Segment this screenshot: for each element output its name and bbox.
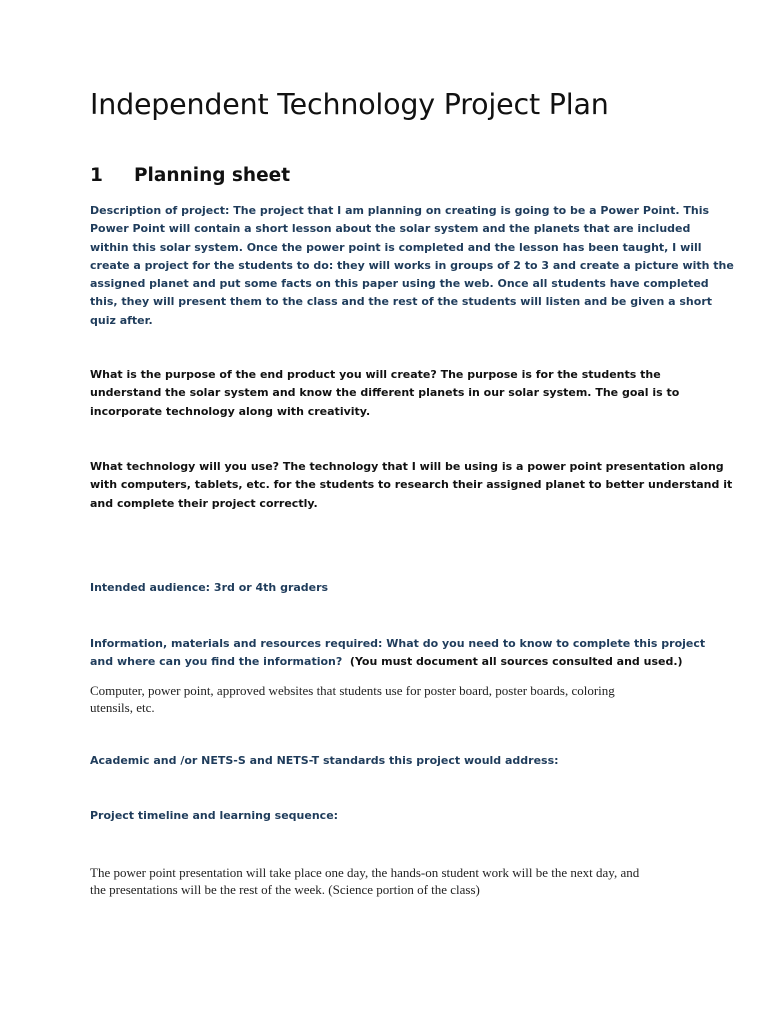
standards-text: Academic and /or NETS-S and NETS-T standards this project would address: [90, 754, 559, 767]
timeline-answer-line: The power point presentation will take place one day, the hands-on student work will be the next day, and [90, 865, 640, 880]
purpose-paragraph [90, 366, 690, 421]
resources-answer [90, 682, 690, 716]
purpose-line: incorporate technology along with creativity. [90, 404, 371, 418]
resources-answer-line: utensils, etc. [90, 700, 155, 715]
description-line: assigned planet and put some facts on this paper using the web. Once all students have completed [90, 277, 709, 291]
intended-audience [90, 579, 690, 597]
timeline-text: Project timeline and learning sequence: [90, 809, 339, 822]
description-line: this, they will present them to the class and the rest of the students will listen and be given a short [90, 295, 713, 309]
technology-line: with computers, tablets, etc. for the students to research their assigned planet to better understand it [90, 478, 733, 492]
description-line: Power Point will contain a short lesson about the solar system and the planets that are included [90, 222, 691, 236]
description-line: Description of project: The project that I am planning on creating is going to be a Power Point. This [90, 204, 710, 217]
technology-line: and complete their project correctly. [90, 496, 318, 510]
description-line: within this solar system. Once the power point is completed and the lesson has been taught, I will [90, 240, 702, 254]
timeline-answer [90, 864, 690, 898]
timeline-answer-line: the presentations will be the rest of the week. (Science portion of the class) [90, 882, 480, 897]
purpose-line: What is the purpose of the end product you will create? The purpose is for the students the [90, 368, 661, 381]
document-title: Independent Technology Project Plan [90, 88, 609, 121]
technology-line: What technology will you use? The technology that I will be using is a power point presentation along [90, 460, 724, 473]
resources-answer-line: Computer, power point, approved websites that students use for poster board, poster boards, coloring [90, 683, 615, 698]
project-description [90, 202, 734, 330]
section-heading: Planning sheet [134, 165, 291, 186]
resources-instruction: (You must document all sources consulted and used.) [349, 655, 683, 669]
resources-heading [90, 635, 706, 672]
timeline-heading [90, 807, 690, 825]
audience-text: Intended audience: 3rd or 4th graders [90, 581, 329, 594]
technology-paragraph [90, 458, 733, 513]
purpose-line: understand the solar system and know the different planets in our solar system. The goal is to [90, 386, 680, 400]
description-line: create a project for the students to do: they will works in groups of 2 to 3 and create a picture with the [90, 258, 734, 272]
resources-heading-line2 [90, 653, 690, 671]
description-line: quiz after. [90, 313, 153, 327]
resources-heading-line: Information, materials and resources required: What do you need to know to complete this project [90, 637, 706, 650]
section-number: 1 [90, 165, 103, 186]
resources-question: and where can you find the information? [90, 655, 343, 669]
standards-heading [90, 752, 690, 770]
